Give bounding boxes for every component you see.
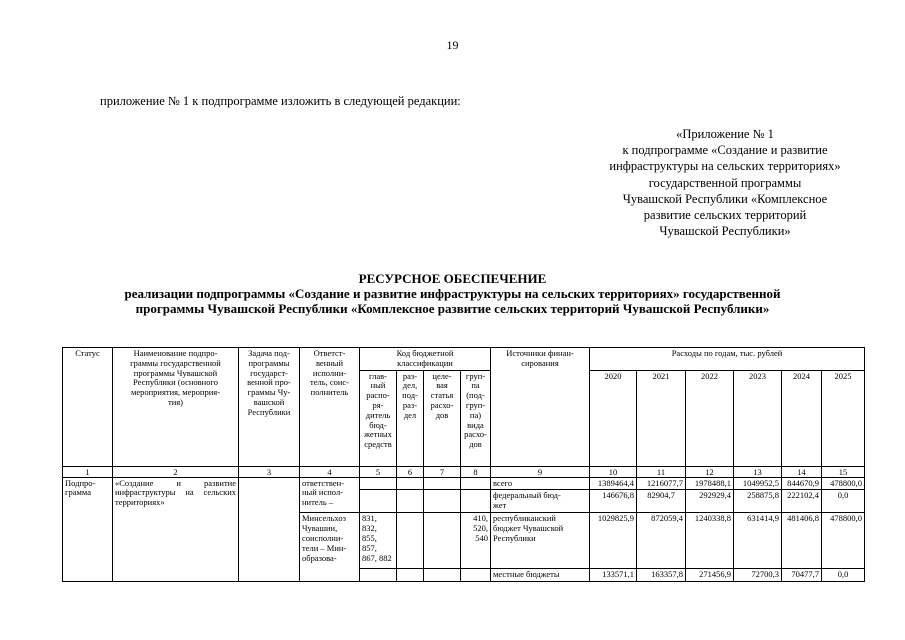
main-manager-cell <box>360 490 397 513</box>
value-cell: 292929,4 <box>686 490 734 513</box>
value-cell: 872059,4 <box>637 513 686 569</box>
column-number: 4 <box>300 466 360 477</box>
appendix-line: Чувашской Республики «Комплексное <box>622 191 828 206</box>
table-row <box>63 477 865 490</box>
value-cell: 478800,0 <box>822 513 865 569</box>
column-number-row <box>63 466 865 477</box>
value-cell: 70477,7 <box>782 569 822 582</box>
section-cell <box>397 569 424 582</box>
responsible-cell-bottom: Минсельхоз Чувашии, соисполни- тели – Мин- образова- <box>300 513 360 582</box>
expense-group-cell <box>461 490 491 513</box>
value-cell: 1389464,4 <box>590 477 637 490</box>
section-cell <box>397 513 424 569</box>
value-cell: 222102,4 <box>782 490 822 513</box>
value-cell: 478800,0 <box>822 477 865 490</box>
header-budget-code: Код бюджетной классификации <box>360 348 491 371</box>
source-cell: местные бюджеты <box>491 569 590 582</box>
value-cell: 146676,8 <box>590 490 637 513</box>
intro-text: приложение № 1 к подпрограмме изложить в следующей редакции: <box>100 94 461 108</box>
expense-group-cell: 410, 520, 540 <box>461 513 491 569</box>
header-year: 2021 <box>637 370 686 466</box>
source-cell: федеральный бюд- жет <box>491 490 590 513</box>
task-cell <box>239 477 300 582</box>
target-article-cell <box>424 477 461 490</box>
target-article-cell <box>424 513 461 569</box>
status-cell: Подпро- грамма <box>63 477 113 582</box>
appendix-line: Чувашской Республики» <box>659 224 791 239</box>
appendix-line: развитие сельских территорий <box>643 208 807 223</box>
header-year: 2025 <box>822 370 865 466</box>
value-cell: 1049952,5 <box>734 477 782 490</box>
header-year: 2022 <box>686 370 734 466</box>
main-manager-cell <box>360 569 397 582</box>
header-year: 2024 <box>782 370 822 466</box>
column-number: 12 <box>686 466 734 477</box>
header-year: 2020 <box>590 370 637 466</box>
header-sources: Источники финан- сирования <box>491 348 590 467</box>
value-cell: 1216077,7 <box>637 477 686 490</box>
section-cell <box>397 477 424 490</box>
main-manager-cell <box>360 477 397 490</box>
value-cell: 258875,8 <box>734 490 782 513</box>
column-number: 6 <box>397 466 424 477</box>
column-number: 15 <box>822 466 865 477</box>
section-cell <box>397 490 424 513</box>
value-cell: 844670,9 <box>782 477 822 490</box>
title-line-2: реализации подпрограммы «Создание и развитие инфраструктуры на сельских территориях» государственной <box>124 286 781 301</box>
value-cell: 0,0 <box>822 490 865 513</box>
header-target-article: целе- вая статья расхо- дов <box>424 370 461 466</box>
appendix-header <box>560 126 890 239</box>
value-cell: 481406,8 <box>782 513 822 569</box>
value-cell: 1029825,9 <box>590 513 637 569</box>
column-number: 5 <box>360 466 397 477</box>
value-cell: 1978488,1 <box>686 477 734 490</box>
header-name: Наименование подпро- граммы государственной программы Чувашской Республики (основного мероприятия, мероприя- тия) <box>113 348 239 467</box>
appendix-line: к подпрограмме «Создание и развитие <box>622 143 828 158</box>
column-number: 11 <box>637 466 686 477</box>
expense-group-cell <box>461 477 491 490</box>
target-article-cell <box>424 569 461 582</box>
header-task: Задача под- программы государст- венной про- граммы Чу- вашской Республики <box>239 348 300 467</box>
title-line-1: РЕСУРСНОЕ ОБЕСПЕЧЕНИЕ <box>358 271 547 286</box>
value-cell: 72700,3 <box>734 569 782 582</box>
header-main-manager: глав- ный распо- ря- дитель бюд- жетных средств <box>360 370 397 466</box>
program-name-cell: «Создание и развитие инфраструктуры на сельских территориях» <box>113 477 239 582</box>
column-number: 3 <box>239 466 300 477</box>
value-cell: 133571,1 <box>590 569 637 582</box>
value-cell: 0,0 <box>822 569 865 582</box>
target-article-cell <box>424 490 461 513</box>
header-section: раз- дел, под- раз- дел <box>397 370 424 466</box>
main-manager-cell: 831, 832, 855, 857, 867, 882 <box>360 513 397 569</box>
column-number: 1 <box>63 466 113 477</box>
header-expense-group: груп- па (под- груп- па) вида расхо- дов <box>461 370 491 466</box>
column-number: 14 <box>782 466 822 477</box>
document-title <box>0 271 905 316</box>
appendix-line: государственной программы <box>648 175 802 190</box>
header-expenses: Расходы по годам, тыс. рублей <box>590 348 865 371</box>
resource-table <box>62 347 865 582</box>
value-cell: 631414,9 <box>734 513 782 569</box>
header-status: Статус <box>63 348 113 467</box>
appendix-line: «Приложение № 1 <box>676 127 774 141</box>
source-cell: республиканский бюджет Чувашской Республики <box>491 513 590 569</box>
source-cell: всего <box>491 477 590 490</box>
column-number: 7 <box>424 466 461 477</box>
header-year: 2023 <box>734 370 782 466</box>
column-number: 8 <box>461 466 491 477</box>
expense-group-cell <box>461 569 491 582</box>
header-responsible: Ответст- венный исполни- тель, соис- полнитель <box>300 348 360 467</box>
column-number: 2 <box>113 466 239 477</box>
column-number: 9 <box>491 466 590 477</box>
appendix-line: инфраструктуры на сельских территориях» <box>609 159 841 174</box>
column-number: 10 <box>590 466 637 477</box>
responsible-cell-top: ответствен- ный испол- нитель – <box>300 477 360 513</box>
page-number: 19 <box>446 38 459 52</box>
value-cell: 1240338,8 <box>686 513 734 569</box>
value-cell: 163357,8 <box>637 569 686 582</box>
value-cell: 82904,7 <box>637 490 686 513</box>
column-number: 13 <box>734 466 782 477</box>
value-cell: 271456,9 <box>686 569 734 582</box>
title-line-3: программы Чувашской Республики «Комплексное развитие сельских территорий Чувашской Республики» <box>135 301 770 316</box>
